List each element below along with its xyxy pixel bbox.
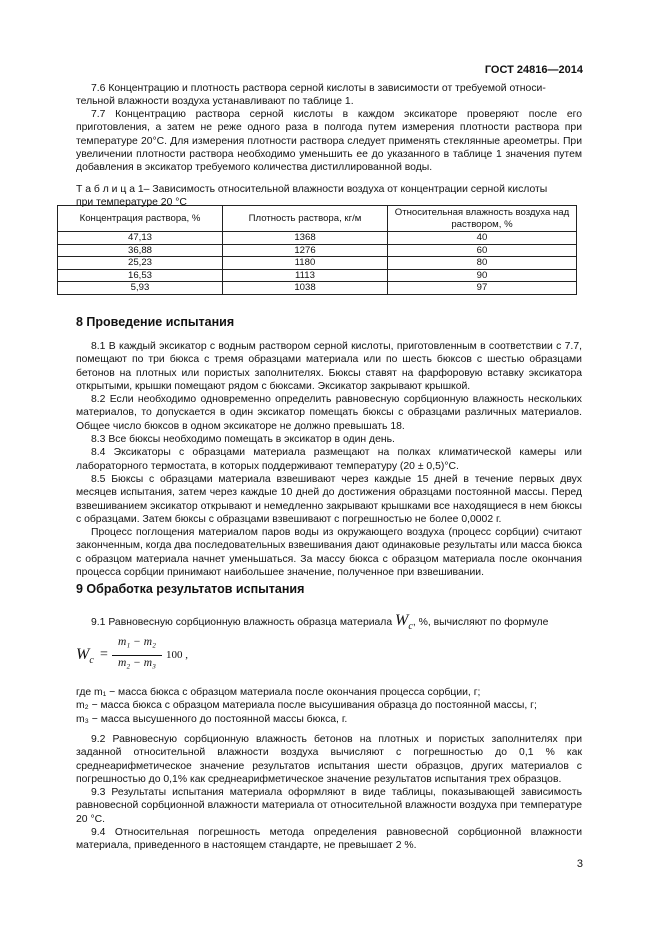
table-row (58, 232, 577, 245)
table-cell: 1276 (223, 244, 388, 257)
clause-8-3: 8.3 Все бюксы необходимо помещать в эксикатор в один день. (91, 434, 395, 446)
clause-7-6 (76, 82, 582, 109)
clause-7-7-text: 7.7 Концентрацию раствора серной кислоты в каждом эксикаторе проверяют после его приготовления, а затем не реже одного раза в полгода путем измерения плотности раствора при температуре 20°С. Для измерения плотности раствора следует применять стеклянные ареометры. При увеличении плотности раствора необходимо уменьшить ее до указанного в таблице 1 значения путем добавления в эксикатор требуемого количества дистиллированной воды. (76, 109, 582, 174)
clause-9-3: 9.3 Результаты испытания материала оформляют в виде таблицы, показывающей зависимость равновесной сорбционной влажности материала от относительной влажности воздуха при температуре 20 °С. (76, 787, 582, 825)
standard-header: ГОСТ 24816—2014 (484, 64, 583, 76)
table-cell: 5,93 (58, 282, 223, 295)
section-9-title: 9 Обработка результатов испытания (76, 582, 305, 596)
legend-m2: m₂ − масса бюкса с образцом материала после высушивания образца до постоянной массы, г; (76, 700, 537, 712)
table-cell: 90 (388, 269, 577, 282)
table-caption-line2: при температуре 20 °С (76, 197, 187, 209)
table-cell: 1113 (223, 269, 388, 282)
table-header-concentration: Концентрация раствора, % (58, 206, 223, 232)
formula-legend (76, 686, 582, 726)
table-header-humidity: Относительная влажность воздуха над раствором, % (388, 206, 577, 232)
table-cell: 40 (388, 232, 577, 245)
table-cell: 1368 (223, 232, 388, 245)
table-cell: 97 (388, 282, 577, 295)
formula-denominator: m₂ − m₃ (117, 657, 157, 669)
table-cell: 25,23 (58, 257, 223, 270)
sorption-formula: $W_c$ = m₁ − m₂ m₂ − m₃ 100 , (76, 636, 188, 669)
formula-multiplier: 100 , (166, 649, 188, 661)
formula-lhs: $W_c$ (76, 646, 94, 667)
section-8-body (76, 340, 582, 579)
table-row (58, 244, 577, 257)
section-8-title: 8 Проведение испытания (76, 315, 235, 329)
clause-8-2: 8.2 Если необходимо одновременно определить равновесную сорбционную влажность нескольких материалов, то допускается в один эксикатор помещать бюксы с образцами различных материалов. Общее число бюксов в одном эксикаторе не должно превышать 18. (76, 394, 582, 432)
table-row (58, 269, 577, 282)
table-1 (57, 205, 577, 295)
clause-9-1-text: 9.1 Равновесную сорбционную влажность образца материала (91, 617, 393, 628)
table-cell: 80 (388, 257, 577, 270)
clause-9-4: 9.4 Относительная погрешность метода определения равновесной сорбционной влажности материала, приведенного в настоящем стандарте, не превышает 2 %. (76, 827, 582, 852)
table-cell: 16,53 (58, 269, 223, 282)
legend-m3: m₃ − масса высушенного до постоянной массы бюкса, г. (76, 713, 348, 725)
formula-numerator: m₁ − m₂ (117, 636, 157, 648)
clause-7-7 (76, 108, 582, 174)
section-9-body (76, 733, 582, 853)
table-cell: 60 (388, 244, 577, 257)
clause-8-1: 8.1 В каждый эксикатор с водным раствором серной кислоты, приготовленным в соответствии с 7.7, помещают по три бюкса с тремя образцами материала или по шесть бюксов с шестью образцами бетонов на плотных или пористых заполнителях. Бюксы ставят на фарфоровую вставку эксикатора открытыми, крышки помещают рядом с бюксами. Эксикатор закрывают крышкой. (76, 341, 582, 392)
clause-9-1-text-end: , %, вычисляют по формуле (412, 617, 549, 628)
page-number: 3 (576, 858, 583, 870)
fraction-bar (112, 655, 162, 656)
clause-8-4: 8.4 Эксикаторы с образцами материала размещают на полках климатической камеры или лабораторного термостата, в которых поддерживают температуру (20 ± 0,5)°С. (76, 447, 582, 472)
table-header-density: Плотность раствора, кг/м (223, 206, 388, 232)
clause-7-6-line2: тельной влажности воздуха устанавливают по таблице 1. (76, 96, 354, 108)
clause-8-5-continued: Процесс поглощения материалом паров воды из окружающего воздуха (процесс сорбции) считают законченным, когда два последовательных взвешивания дают одинаковые результаты или масса бюкса с образцом материала начнет уменьшаться. За массу бюкса с образцом материала после окончания процесса сорбции принимают наибольшее значение, полученное при взвешивании. (76, 527, 582, 579)
table-row (58, 257, 577, 270)
wc-symbol: $W_c$ (395, 612, 413, 633)
clause-9-1 (76, 612, 582, 636)
clause-9-2: 9.2 Равновесную сорбционную влажность бетонов на плотных и пористых заполнителях при заданной относительной влажности воздуха вычисляют с погрешностью до 0,1 % как среднеарифметическое значение результатов испытания шести образцов, других материалов с погрешностью до 0,1% как среднеарифметическое значение результатов испытания трех образцов. (76, 734, 582, 785)
table-cell: 1180 (223, 257, 388, 270)
clause-8-5: 8.5 Бюксы с образцами материала взвешивают через каждые 15 дней в течение первых двух месяцев испытания, затем через каждые 10 дней до достижения образцами постоянной массы. Перед взвешиванием эксикатор открывают и немедленно закрывают крышками все находящиеся в нем бюксы с образцами. Затем бюксы с образцами взвешивают с погрешностью не более 0,0002 г. (76, 473, 582, 525)
table-cell: 1038 (223, 282, 388, 295)
table-row (58, 282, 577, 295)
clause-7-6-line1: 7.6 Концентрацию и плотность раствора серной кислоты в зависимости от требуемой относи- (91, 83, 546, 94)
table-caption-line1: Т а б л и ц а 1– Зависимость относительной влажности воздуха от концентрации серной кислоты (76, 184, 548, 195)
table-cell: 47,13 (58, 232, 223, 245)
table-cell: 36,88 (58, 244, 223, 257)
legend-m1: где m₁ − масса бюкса с образцом материала после окончания процесса сорбции, г; (76, 687, 481, 698)
